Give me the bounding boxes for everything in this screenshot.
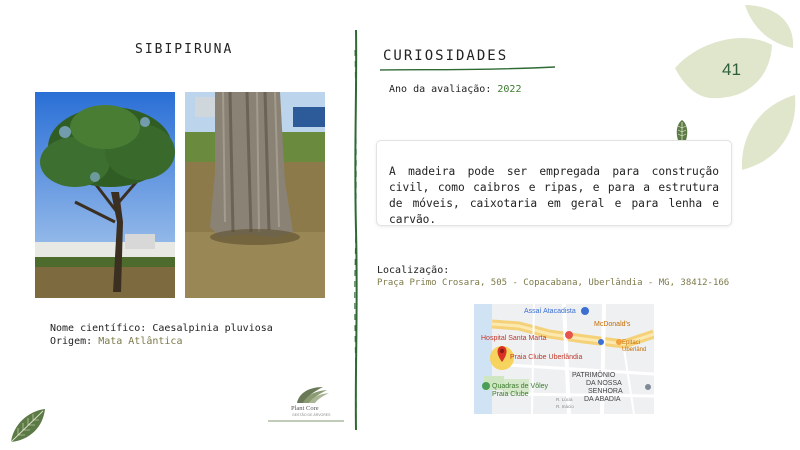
map-label-street-2: R. Lúcia <box>556 397 573 402</box>
scientific-label: Nome científico: <box>50 323 147 334</box>
location-map[interactable] <box>474 304 654 414</box>
vertical-divider <box>352 30 360 430</box>
map-label-mcdonalds: McDonald's <box>594 321 631 328</box>
origin-label: Origem: <box>50 336 93 347</box>
map-label-epitaciao-2: Uberlând <box>622 347 647 353</box>
scientific-info <box>50 322 273 348</box>
year-value: 2022 <box>497 84 522 95</box>
leaf-bottom-icon <box>742 95 795 170</box>
logo-mark-icon <box>285 383 341 405</box>
map-label-hospital: Hospital Santa Marta <box>481 335 547 342</box>
map-label-patrimonio-4: DA ABADIA <box>584 396 621 403</box>
year-label: Ano da avaliação: <box>389 84 492 95</box>
location-address[interactable]: Praça Primo Crosara, 505 - Copacabana, Uberlândia - MG, 38412-166 <box>377 278 730 288</box>
map-label-volei-1: Quadras de Vôley <box>492 383 549 390</box>
section-title: CURIOSIDADES <box>383 48 509 64</box>
plant-core-logo <box>285 383 341 423</box>
page-number: 41 <box>722 60 741 79</box>
map-label-volei-2: Praia Clube <box>492 391 529 398</box>
map-label-patrimonio-3: SENHORA <box>588 388 623 395</box>
map-label-street-1: R. Inácio <box>556 404 574 409</box>
map-label-patrimonio-1: PATRIMÔNIO <box>572 372 616 379</box>
origin-line <box>50 335 273 348</box>
tree-photo-trunk <box>185 92 325 298</box>
title-underline <box>380 66 560 72</box>
scientific-line <box>50 322 273 335</box>
curiosity-text: A madeira pode ser empregada para construção civil, como caibros e ripas, e para a estrutura de móveis, caixotaria em geral e para lenha e carvão. <box>389 165 719 226</box>
map-label-epitaciao-1: Epitaci <box>622 340 641 346</box>
curiosity-card <box>376 140 732 226</box>
tree-photo-canopy <box>35 92 175 298</box>
map-label-club: Praia Clube Uberlândia <box>510 354 583 361</box>
map-label-patrimonio-2: DA NOSSA <box>586 380 622 387</box>
logo-tagline: GESTÃO DE ÁRVORES <box>292 413 331 417</box>
scientific-name: Caesalpinia pluviosa <box>152 323 273 334</box>
year-info <box>389 84 521 95</box>
tree-title: SIBIPIRUNA <box>135 42 234 57</box>
logo-underline <box>268 419 344 423</box>
leaf-bottom-left-icon <box>8 405 48 445</box>
map-label-store: Assaí Atacadista <box>524 308 576 315</box>
logo-name: Plant Core <box>291 405 319 412</box>
location-label: Localização: <box>377 265 450 276</box>
origin-value: Mata Atlântica <box>98 336 183 347</box>
